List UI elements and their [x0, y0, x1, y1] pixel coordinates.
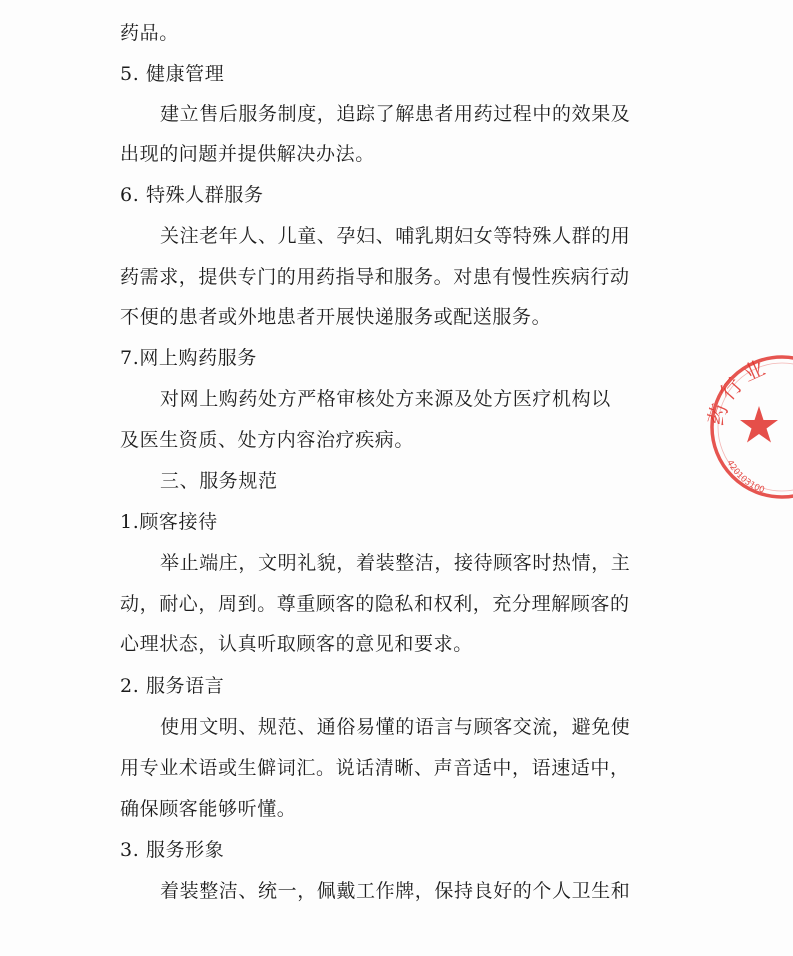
body-text-line: 对网上购药处方严格审核处方来源及处方医疗机构以: [160, 388, 611, 410]
body-text-line: 用专业术语或生僻词汇。说话清晰、声音适中，语速适中，: [120, 757, 630, 779]
body-text-line: 着装整洁、统一，佩戴工作牌，保持良好的个人卫生和: [160, 880, 631, 902]
body-text-line: 举止端庄，文明礼貌，着装整洁，接待顾客时热情，主: [160, 552, 631, 574]
item-heading: 2. 服务语言: [120, 675, 225, 697]
item-heading: 1.顾客接待: [120, 511, 218, 533]
star-icon: [740, 406, 778, 443]
item-heading: 5. 健康管理: [120, 63, 225, 85]
body-text-line: 建立售后服务制度，追踪了解患者用药过程中的效果及: [160, 103, 631, 125]
body-text-line: 不便的患者或外地患者开展快递服务或配送服务。: [120, 306, 552, 328]
body-text-line: 出现的问题并提供解决办法。: [120, 143, 375, 165]
section-heading: 三、服务规范: [160, 470, 278, 492]
item-heading: 7.网上购药服务: [120, 347, 257, 369]
body-text-line: 药需求，提供专门的用药指导和服务。对患有慢性疾病行动: [120, 266, 630, 288]
body-text-line: 及医生资质、处方内容治疗疾病。: [120, 429, 415, 451]
body-text-line: 确保顾客能够听懂。: [120, 798, 297, 820]
body-text-line: 关注老年人、儿童、孕妇、哺乳期妇女等特殊人群的用: [160, 225, 631, 247]
item-heading: 3. 服务形象: [120, 839, 225, 861]
seal-text: 药行业: [703, 353, 774, 429]
seal-code: 420103100: [724, 458, 766, 496]
body-text-line: 药品。: [120, 22, 179, 44]
body-text-line: 动，耐心，周到。尊重顾客的隐私和权利，充分理解顾客的: [120, 593, 630, 615]
official-seal: [705, 352, 793, 502]
item-heading: 6. 特殊人群服务: [120, 184, 264, 206]
body-text-line: 心理状态，认真听取顾客的意见和要求。: [120, 633, 473, 655]
body-text-line: 使用文明、规范、通俗易懂的语言与顾客交流，避免使: [160, 716, 631, 738]
